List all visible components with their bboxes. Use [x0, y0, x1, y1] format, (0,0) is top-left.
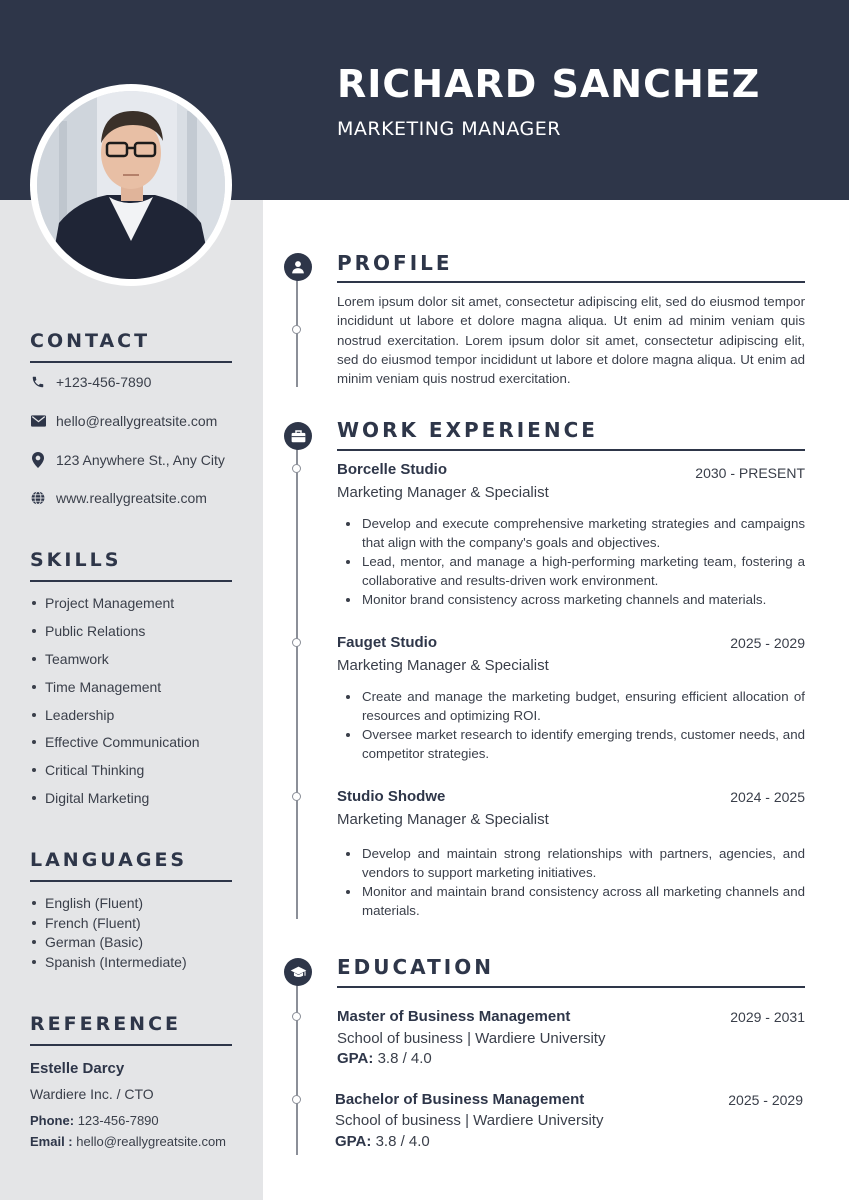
reference-phone-label: Phone:: [30, 1113, 75, 1128]
job-role: Marketing Manager & Specialist: [337, 657, 549, 674]
language-item: English (Fluent): [30, 894, 187, 914]
user-icon: [284, 253, 312, 281]
job-dates: 2024 - 2025: [730, 789, 805, 805]
languages-list: [30, 894, 187, 972]
globe-icon: [30, 490, 46, 506]
job-bullet: Monitor and maintain brand consistency across all marketing channels and materials.: [345, 882, 805, 920]
contact-website: [30, 488, 207, 508]
job-company: Borcelle Studio: [337, 461, 448, 478]
contact-phone-text: +123-456-7890: [56, 374, 152, 390]
work-heading: WORK EXPERIENCE: [337, 418, 598, 442]
languages-heading: LANGUAGES: [30, 849, 188, 871]
work-divider: [337, 449, 805, 451]
job-bullet-list: [345, 687, 805, 763]
profile-heading: PROFILE: [337, 251, 453, 275]
timeline-dot: [292, 1012, 301, 1021]
skills-list: [30, 594, 200, 817]
job-bullet: Oversee market research to identify emerging trends, customer needs, and competitor strategies.: [345, 725, 805, 763]
job-company: Studio Shodwe: [337, 788, 446, 805]
job-dates: 2030 - PRESENT: [695, 465, 805, 481]
reference-phone-value: 123-456-7890: [77, 1113, 159, 1128]
skill-item: Critical Thinking: [30, 761, 200, 789]
candidate-title: MARKETING MANAGER: [337, 118, 561, 140]
skills-heading: SKILLS: [30, 549, 122, 571]
edu-dates: 2029 - 2031: [730, 1009, 805, 1025]
timeline-dot: [292, 792, 301, 801]
job-bullet-list: [345, 844, 805, 920]
language-item: Spanish (Intermediate): [30, 953, 187, 973]
timeline-dot: [292, 638, 301, 647]
reference-email-label: Email :: [30, 1134, 73, 1149]
briefcase-icon: [284, 422, 312, 450]
reference-email: [30, 1134, 226, 1149]
contact-address: [30, 450, 225, 470]
job-bullet: Create and manage the marketing budget, ensuring efficient allocation of resources and optimizing ROI.: [345, 687, 805, 725]
skill-item: Project Management: [30, 594, 200, 622]
skill-item: Digital Marketing: [30, 789, 200, 817]
contact-website-text: www.reallygreatsite.com: [56, 490, 207, 506]
profile-divider: [337, 281, 805, 283]
contact-heading: CONTACT: [30, 330, 151, 352]
language-item: French (Fluent): [30, 914, 187, 934]
job-bullet: Monitor brand consistency across marketing channels and materials.: [345, 590, 805, 609]
education-divider: [337, 986, 805, 988]
reference-email-value: hello@reallygreatsite.com: [76, 1134, 227, 1149]
edu-gpa-label: GPA:: [335, 1133, 372, 1150]
profile-text: Lorem ipsum dolor sit amet, consectetur adipiscing elit, sed do eiusmod tempor incididunt ut labore et dolore magna aliqua. Ut enim ad minim veniam quis nostrud exercitation. Lorem ipsum dolor sit amet, consectetur adipiscing elit, sed do eiusmod tempor incididunt ut labore et dolore magna aliqua. Ut enim ad minim veniam quis nostrud exercitation.: [337, 294, 805, 387]
education-heading: EDUCATION: [337, 955, 494, 979]
timeline-line-education: [296, 985, 298, 1155]
location-pin-icon: [30, 452, 46, 468]
timeline-dot: [292, 325, 301, 334]
edu-gpa: [337, 1050, 432, 1067]
edu-degree: Master of Business Management: [337, 1008, 571, 1025]
contact-email-text: hello@reallygreatsite.com: [56, 413, 218, 429]
skill-item: Effective Communication: [30, 733, 200, 761]
languages-divider: [30, 880, 232, 882]
candidate-name: RICHARD SANCHEZ: [337, 62, 761, 106]
edu-school: School of business | Wardiere University: [337, 1030, 606, 1047]
edu-dates: 2025 - 2029: [728, 1092, 803, 1108]
job-bullet: Develop and execute comprehensive marketing strategies and campaigns that align with the company's goals and objectives.: [345, 514, 805, 552]
reference-divider: [30, 1044, 232, 1046]
job-bullet: Lead, mentor, and manage a high-performing marketing team, fostering a collaborative and results-driven work environment.: [345, 552, 805, 590]
skill-item: Time Management: [30, 678, 200, 706]
skill-item: Leadership: [30, 706, 200, 734]
language-item: German (Basic): [30, 933, 187, 953]
job-company: Fauget Studio: [337, 634, 437, 651]
job-bullet: Develop and maintain strong relationships with partners, agencies, and vendors to support marketing initiatives.: [345, 844, 805, 882]
edu-school: School of business | Wardiere University: [335, 1112, 604, 1129]
contact-address-text: 123 Anywhere St., Any City: [56, 452, 225, 468]
contact-phone: [30, 372, 151, 392]
job-role: Marketing Manager & Specialist: [337, 811, 549, 828]
timeline-line-work: [296, 449, 298, 919]
edu-degree: Bachelor of Business Management: [335, 1091, 585, 1108]
reference-company: Wardiere Inc. / CTO: [30, 1086, 154, 1102]
skills-divider: [30, 580, 232, 582]
edu-gpa: [335, 1133, 430, 1150]
timeline-dot: [292, 464, 301, 473]
portrait-photo: [37, 91, 225, 279]
edu-gpa-label: GPA:: [337, 1050, 374, 1067]
skill-item: Teamwork: [30, 650, 200, 678]
contact-divider: [30, 361, 232, 363]
job-bullet-list: [345, 514, 805, 609]
phone-icon: [30, 374, 46, 390]
job-role: Marketing Manager & Specialist: [337, 484, 549, 501]
reference-name: Estelle Darcy: [30, 1060, 125, 1077]
edu-gpa-value: 3.8 / 4.0: [377, 1050, 432, 1067]
skill-item: Public Relations: [30, 622, 200, 650]
reference-heading: REFERENCE: [30, 1013, 182, 1035]
edu-gpa-value: 3.8 / 4.0: [375, 1133, 430, 1150]
contact-email: [30, 411, 217, 431]
graduation-cap-icon: [284, 958, 312, 986]
email-icon: [30, 413, 46, 429]
job-dates: 2025 - 2029: [730, 635, 805, 651]
reference-phone: [30, 1113, 159, 1128]
timeline-dot: [292, 1095, 301, 1104]
